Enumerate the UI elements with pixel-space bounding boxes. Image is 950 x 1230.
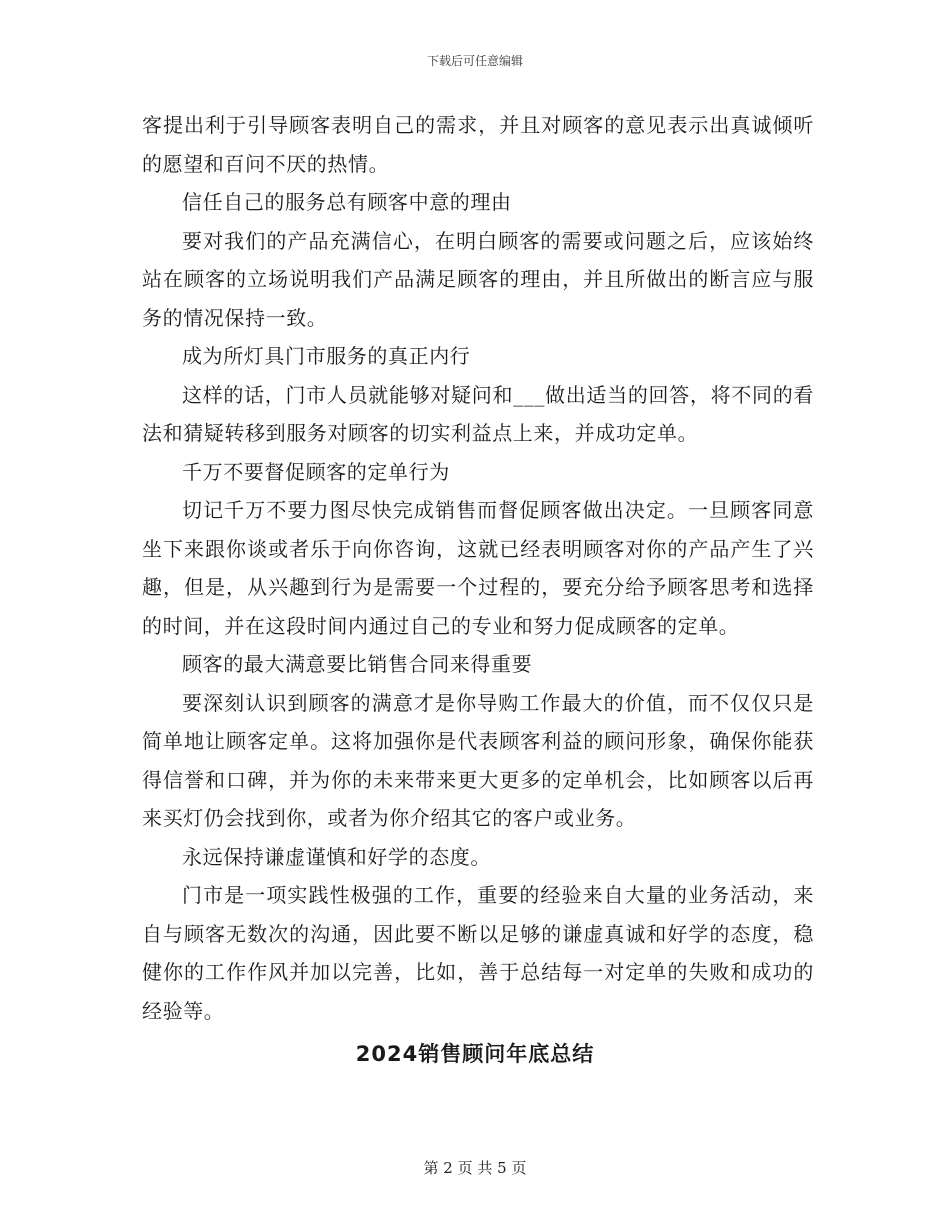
document-title: 2024销售顾问年底总结: [355, 1042, 595, 1066]
paragraph: 这样的话，门市人员就能够对疑问和___做出适当的回答，将不同的看法和猜疑转移到服务对顾客的切实利益点上来，并成功定单。: [142, 382, 814, 445]
section-heading: 顾客的最大满意要比销售合同来得重要: [182, 652, 533, 676]
page-header: 下载后可任意编辑: [426, 54, 523, 68]
section-heading: 信任自己的服务总有顾客中意的理由: [182, 190, 512, 214]
paragraph: 切记千万不要力图尽快完成销售而督促顾客做出决定。一旦顾客同意坐下来跟你谈或者乐于向你咨询，这就已经表明顾客对你的产品产生了兴趣，但是，从兴趣到行为是需要一个过程的，要充分给予顾客思考和选择的时间，并在这段时间内通过自己的专业和努力促成顾客的定单。: [142, 498, 814, 638]
section-heading: 永远保持谦虚谨慎和好学的态度。: [182, 844, 491, 869]
section-heading: 千万不要督促顾客的定单行为: [182, 459, 450, 484]
document-body: [142, 106, 814, 1030]
paragraph: 门市是一项实践性极强的工作，重要的经验来自大量的业务活动，来自与顾客无数次的沟通，因此要不断以足够的谦虚真诚和好学的态度，稳健你的工作作风并加以完善，比如，善于总结每一对定单的失败和成功的经验等。: [142, 883, 814, 1023]
section-heading: 成为所灯具门市服务的真正内行: [182, 344, 471, 368]
paragraph: 要深刻认识到顾客的满意才是你导购工作最大的价值，而不仅仅只是简单地让顾客定单。这将加强你是代表顾客利益的顾问形象，确保你能获得信誉和口碑，并为你的未来带来更大更多的定单机会，比如顾客以后再来买灯仍会找到你，或者为你介绍其它的客户或业务。: [142, 690, 814, 830]
page-footer: 第 2 页 共 5 页: [423, 1159, 527, 1177]
paragraph: 要对我们的产品充满信心，在明白顾客的需要或问题之后，应该始终站在顾客的立场说明我们产品满足顾客的理由，并且所做出的断言应与服务的情况保持一致。: [142, 228, 814, 330]
paragraph-continuation: 客提出利于引导顾客表明自己的需求，并且对顾客的意见表示出真诚倾听的愿望和百问不厌的热情。: [142, 113, 814, 176]
